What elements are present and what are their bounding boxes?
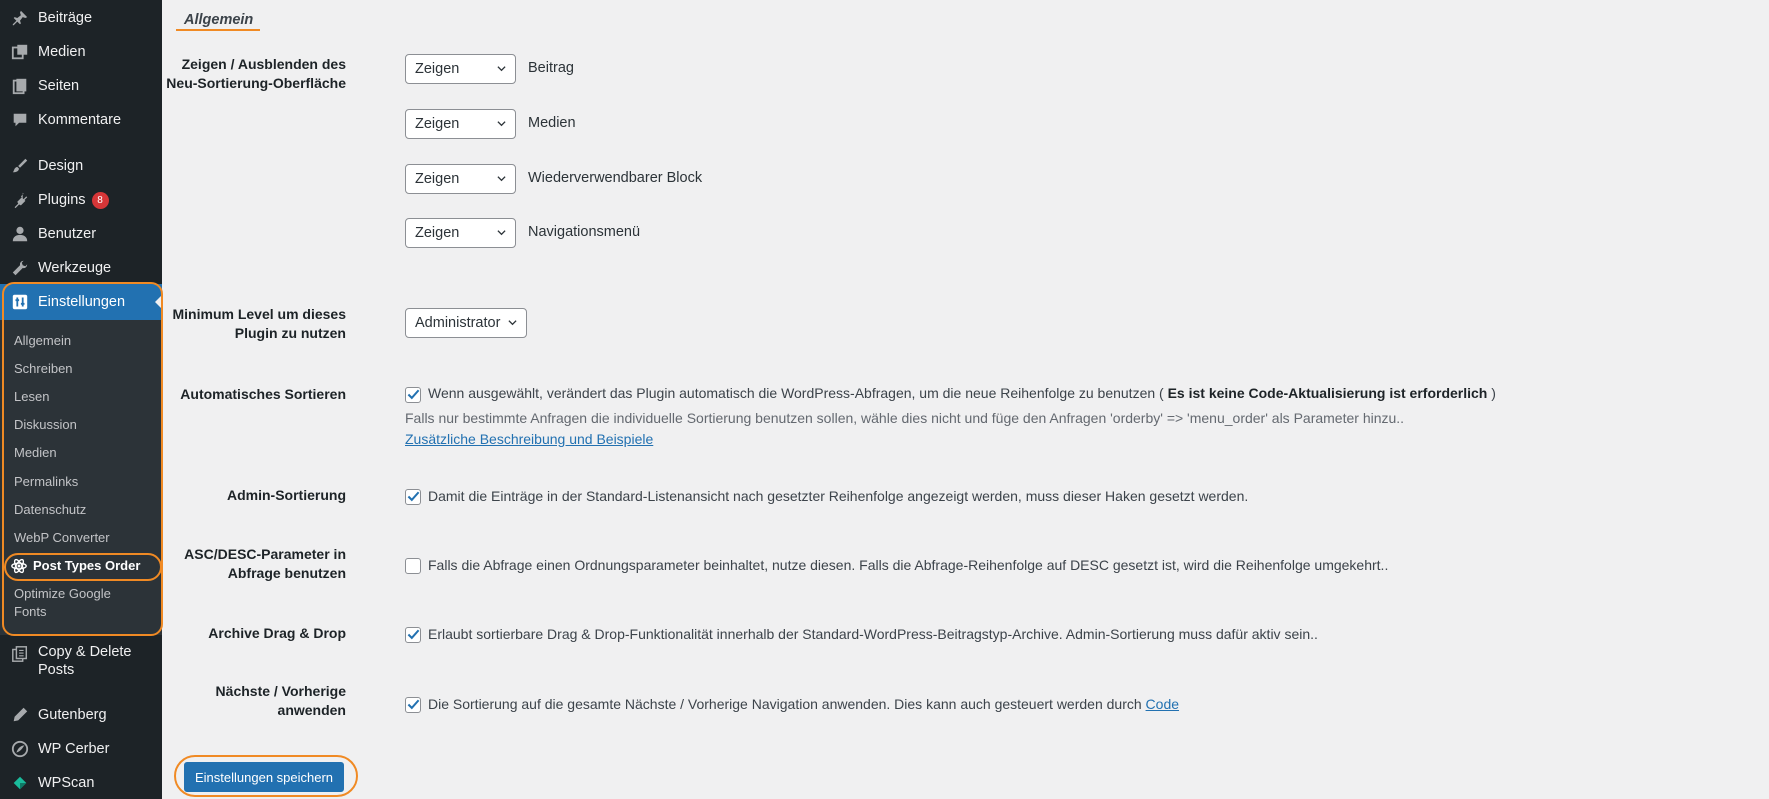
- asc-desc-label: [136, 545, 346, 583]
- auto-sort-checkbox[interactable]: [405, 387, 421, 403]
- submenu-item-schreiben[interactable]: Schreiben: [14, 361, 73, 376]
- sidebar-item-copy-delete-posts[interactable]: [0, 643, 162, 683]
- label-line: Nächste / Vorherige: [215, 683, 346, 699]
- chevron-down-icon: [497, 228, 506, 237]
- cerber-icon: [10, 739, 30, 759]
- submenu-item-lesen[interactable]: Lesen: [14, 389, 50, 404]
- post-type-label: Wiederverwendbarer Block: [528, 170, 703, 186]
- chevron-down-icon: [497, 174, 506, 183]
- submenu-item-label: Optimize Google: [14, 586, 111, 601]
- submenu-item-diskussion[interactable]: Diskussion: [14, 417, 77, 432]
- min-level-label: [136, 305, 346, 343]
- select-value: Zeigen: [415, 171, 460, 187]
- sidebar-item-design[interactable]: [0, 149, 162, 183]
- sidebar-item-kommentare[interactable]: [0, 103, 162, 137]
- chevron-down-icon: [497, 119, 506, 128]
- sidebar-item-label: Werkzeuge: [38, 260, 112, 276]
- title-underline-highlight: [176, 29, 260, 31]
- min-level-select[interactable]: [405, 308, 527, 338]
- submenu-item-permalinks[interactable]: Permalinks: [14, 474, 79, 489]
- submenu-item-label: Fonts: [14, 604, 47, 619]
- submenu-item-medien[interactable]: Medien: [14, 445, 57, 460]
- post-type-label: Medien: [528, 115, 576, 131]
- atom-icon: [10, 557, 28, 575]
- submenu-item-webp-converter[interactable]: WebP Converter: [14, 530, 110, 545]
- select-value: Zeigen: [415, 116, 460, 132]
- description-bold: Es ist keine Code-Aktualisierung ist erforderlich: [1167, 385, 1488, 401]
- sidebar-item-label: Plugins: [38, 192, 86, 208]
- checkmark-icon: [405, 696, 422, 713]
- label-line: Plugin zu nutzen: [234, 325, 346, 341]
- visibility-select-navigationsmenue[interactable]: [405, 218, 516, 248]
- media-icon: [10, 42, 30, 62]
- sidebar-item-label: Seiten: [38, 78, 80, 94]
- sidebar-item-werkzeuge[interactable]: [0, 251, 162, 285]
- plugin-update-badge: 8: [92, 192, 109, 209]
- label-line: Posts: [38, 662, 75, 678]
- visibility-select-medien[interactable]: [405, 109, 516, 139]
- sidebar-item-wp-cerber[interactable]: [0, 732, 162, 766]
- select-value: Administrator: [415, 315, 501, 331]
- sidebar-item-wpscan[interactable]: [0, 766, 162, 799]
- sidebar-item-label: Benutzer: [38, 226, 97, 242]
- wpscan-icon: [10, 773, 30, 793]
- sidebar-item-benutzer[interactable]: [0, 217, 162, 251]
- sidebar-item-label: Kommentare: [38, 112, 122, 128]
- label-line: ASC/DESC-Parameter in: [184, 546, 346, 562]
- archive-drag-drop-checkbox[interactable]: [405, 627, 421, 643]
- label-line: Zeigen / Ausblenden des: [181, 56, 346, 72]
- wrench-icon: [10, 258, 30, 278]
- user-icon: [10, 224, 30, 244]
- comments-icon: [10, 110, 30, 130]
- brush-icon: [10, 156, 30, 176]
- auto-sort-label: Automatisches Sortieren: [180, 386, 346, 402]
- code-link[interactable]: Code: [1145, 696, 1180, 712]
- visibility-select-beitrag[interactable]: [405, 54, 516, 84]
- checkmark-icon: [405, 386, 422, 403]
- submenu-item-label: Post Types Order: [33, 558, 141, 573]
- sidebar-item-label: Beiträge: [38, 10, 93, 26]
- sidebar-item-plugins[interactable]: [0, 183, 162, 217]
- next-prev-label: [136, 682, 346, 720]
- auto-sort-note: Falls nur bestimmte Anfragen die individuelle Sortierung benutzen sollen, wähle dies nicht und füge den Anfragen 'orderby' => 'menu_order' als Parameter hinzu..: [405, 410, 1405, 426]
- description-text: Die Sortierung auf die gesamte Nächste / Vorherige Navigation anwenden. Dies kann auch gesteuert werden durch: [428, 696, 1142, 712]
- sidebar-item-label: WPScan: [38, 775, 95, 791]
- select-value: Zeigen: [415, 225, 460, 241]
- visibility-select-wiederverwendbarer-block[interactable]: [405, 164, 516, 194]
- label-line: Abfrage benutzen: [227, 565, 346, 581]
- description-end: ): [1491, 385, 1496, 401]
- sidebar-item-label: Gutenberg: [38, 707, 107, 723]
- show-hide-label: [136, 55, 346, 93]
- copy-icon: [10, 644, 30, 664]
- admin-sort-label: Admin-Sortierung: [227, 487, 346, 503]
- settings-content: [162, 0, 1769, 799]
- pin-icon: [10, 8, 30, 28]
- settings-icon: [10, 292, 30, 312]
- submenu-item-datenschutz[interactable]: Datenschutz: [14, 502, 87, 517]
- additional-description-link[interactable]: Zusätzliche Beschreibung und Beispiele: [405, 431, 654, 447]
- select-value: Zeigen: [415, 61, 460, 77]
- post-type-label: Beitrag: [528, 60, 574, 76]
- chevron-down-icon: [497, 64, 506, 73]
- section-title: Allgemein: [184, 12, 254, 28]
- submenu-item-allgemein[interactable]: Allgemein: [14, 333, 72, 348]
- label-line: Minimum Level um dieses: [172, 306, 346, 322]
- admin-sort-checkbox[interactable]: [405, 489, 421, 505]
- checkmark-icon: [405, 626, 422, 643]
- sidebar-item-label: Medien: [38, 44, 86, 60]
- sidebar-item-label: Design: [38, 158, 84, 174]
- archive-drag-drop-description: Erlaubt sortierbare Drag & Drop-Funktionalität innerhalb der Standard-WordPress-Beitragstyp-Archive. Admin-Sortierung muss dafür aktiv sein..: [428, 626, 1318, 642]
- label-line: Neu-Sortierung-Oberfläche: [166, 75, 346, 91]
- description-text: Wenn ausgewählt, verändert das Plugin automatisch die WordPress-Abfragen, um die neue Reihenfolge zu benutzen (: [428, 385, 1164, 401]
- chevron-down-icon: [508, 318, 517, 327]
- asc-desc-description: Falls die Abfrage einen Ordnungsparameter beinhaltet, nutze diesen. Falls die Abfrage-Reihenfolge auf DESC gesetzt ist, wird die Reihenfolge umgekehrt..: [428, 557, 1389, 573]
- pages-icon: [10, 76, 30, 96]
- checkmark-icon: [405, 488, 422, 505]
- sidebar-item-beitraege[interactable]: [0, 1, 162, 35]
- next-prev-description: [428, 696, 1179, 712]
- archive-drag-drop-label: Archive Drag & Drop: [208, 625, 346, 641]
- submenu-item-post-types-order[interactable]: [10, 557, 140, 575]
- label-line: anwenden: [277, 702, 346, 718]
- post-type-label: Navigationsmenü: [528, 224, 641, 240]
- asc-desc-checkbox[interactable]: [405, 558, 421, 574]
- plugin-icon: [10, 190, 30, 210]
- sidebar-item-label: [38, 643, 132, 679]
- label-line: Copy & Delete: [38, 644, 132, 660]
- sidebar-item-label: WP Cerber: [38, 741, 110, 757]
- admin-sort-description: Damit die Einträge in der Standard-Listenansicht nach gesetzter Reihenfolge angezeigt werden, muss dieser Haken gesetzt werden.: [428, 488, 1249, 504]
- submenu-item-optimize-google-fonts[interactable]: [14, 585, 111, 621]
- save-settings-button[interactable]: Einstellungen speichern: [184, 762, 344, 792]
- next-prev-checkbox[interactable]: [405, 697, 421, 713]
- sidebar-item-label: Einstellungen: [38, 294, 126, 310]
- auto-sort-description: [428, 385, 1496, 401]
- pencil-icon: [10, 705, 30, 725]
